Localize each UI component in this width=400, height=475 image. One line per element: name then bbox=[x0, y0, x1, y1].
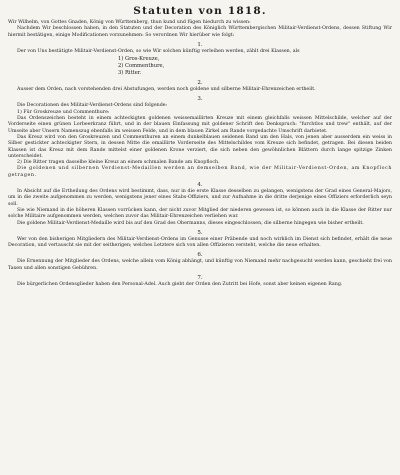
section-number-2: 2. bbox=[197, 80, 203, 87]
section-4-paragraph: Sie wie Niemand in die höheren Klassen vorrücken kann, der nicht zuvor Mitglied der niederen gewesen ist, so können auch in die Klasse der Ritter nur solche Militaire aufgenommen werden, welchen zuvor das Militair-Ehrenzeichen verliehen war. bbox=[8, 207, 392, 220]
section-number-3: 3. bbox=[197, 96, 203, 103]
section-6-paragraph: Die Ernennung der Mitglieder des Ordens, welche allein vom König abhängt, und künftig von Niemand mehr nachgesucht werden kann, geschieht frei von Taxen und allen sonstigen Gebühren. bbox=[8, 259, 392, 271]
list-item: 3) Ritter. bbox=[118, 70, 142, 77]
section-number-7: 7. bbox=[197, 275, 203, 282]
list-item: 1) Gros-Kreuze, bbox=[118, 56, 160, 63]
section-3-paragraph: 1) Für Groskreuze und Commenthure: bbox=[17, 109, 110, 115]
section-number-4: 4. bbox=[197, 182, 203, 189]
list-item: 2) Commenthure, bbox=[118, 63, 165, 70]
section-3-paragraph: 2) Die Ritter tragen dasselbe kleine Kreuz an einem schmalen Bande am Knopfloch. bbox=[17, 160, 220, 166]
class-list bbox=[118, 56, 392, 77]
section-3-paragraph: Das Kreuz wird von den Groskreuzen und Commenthuren an einem dunkelblauen seidenen Band um den Hals, von jenen aber ausserdem ein weiss in Silber gestickter achteckigter Stern, in dessen Mitte die emaillirte Vorderseite des Mittelschildes vom Kreuze sich befindet, getragen. Bei diesen beiden Klassen ist das Kreuz mit dem Rande mittelst einer goldenen Krone verziert, die sich neben den gewöhnlichen Blättern durch lange spitzige Zinken unterscheidet. bbox=[8, 134, 392, 159]
section-number-6: 6. bbox=[197, 252, 203, 259]
document-title: Statuten von 1818. bbox=[133, 5, 267, 17]
section-number-5: 5. bbox=[197, 229, 203, 236]
section-3-paragraph: Das Ordenszeichen besteht in einem achteckigten goldenen weissemaillirten Kreuze mit einem gleichfalls weissen Mittelschilde, welcher auf der Vorderseite einen grünen Lorbeerkranz führt, und in der blauen Einfassung mit goldener Schrift den Denkspruch: "furchtlos und trew" enthält, auf der Umseite aber Unsern Namenszug ebenfalls im weissen Felde, und in dem blauen Zirkel am Rande vorgedachte Umschrift darbietet. bbox=[8, 116, 392, 134]
preamble: Nachdem Wir beschlossen haben, in den Statuten und der Decoration des Königlich Württembergischen Militair-Verdienst-Ordens, dessen Stiftung Wir hiermit bestätigen, einige Modificationen vorzunehmen: So verordnen Wir hierüber wie folgt: bbox=[8, 26, 392, 38]
section-5-paragraph: Wer von den bisherigen Mitgliedern des Militair-Verdienst-Ordens im Genusse einer Präbende und noch wirklich im Dienst sich befindet, erhält die neue Decoration, und vertauscht sie mit der seitherigen; welches Letztere sich von allen Offizieren versteht, welche die neue erhalten. bbox=[8, 236, 392, 249]
section-3-paragraph: Die Decorationen des Militair-Verdienst-Ordens sind folgende: bbox=[17, 103, 168, 109]
section-3-paragraph: Die goldenen und silbernen Verdienst-Medaillen werden an demselben Band, wie der Militair-Verdienst-Orden, am Knopfloch getragen. bbox=[8, 166, 392, 178]
section-2-paragraph: Ausser dem Orden, nach vorstehenden drei Abstufungen, werden noch goldene und silberne Militair-Ehrenzeichen ertheilt. bbox=[17, 87, 316, 93]
section-4-paragraph: Die goldene Militair-Verdienst-Medaille wird bis auf den Grad des Obermanns, dieses eingeschlossen, die silberne hingegen wie bisher ertheilt. bbox=[17, 220, 364, 226]
section-7-paragraph: Die bürgerlichen Ordensglieder haben den Personal-Adel. Auch giebt der Orden den Zutritt bei Hofe, sonst aber keinen eigenen Rang. bbox=[17, 282, 343, 288]
section-1-text: Der von Uns bestätigte Militair-Verdienst-Orden, so wie Wir solchen künftig verleihen werden, zählt drei Klassen, als bbox=[17, 48, 300, 54]
section-4-paragraph: In Absicht auf die Ertheilung des Ordens wird bestimmt, dass, nur in die erste Klasse desselben zu gelangen, wenigstens der Grad eines General-Majors, um in die zweite aufgenommen zu werden, wenigstens jener eines Stabs-Offiziers, und zur Aufnahme in die dritte derjenige eines Offiziers erforderlich seyn soll. bbox=[8, 189, 392, 207]
intro-line: Wir Wilhelm, von Gottes Gnaden, König von Württemberg, thun kund und fügen hiedurch zu wissen: bbox=[8, 20, 251, 25]
section-number-1: 1. bbox=[197, 41, 203, 48]
